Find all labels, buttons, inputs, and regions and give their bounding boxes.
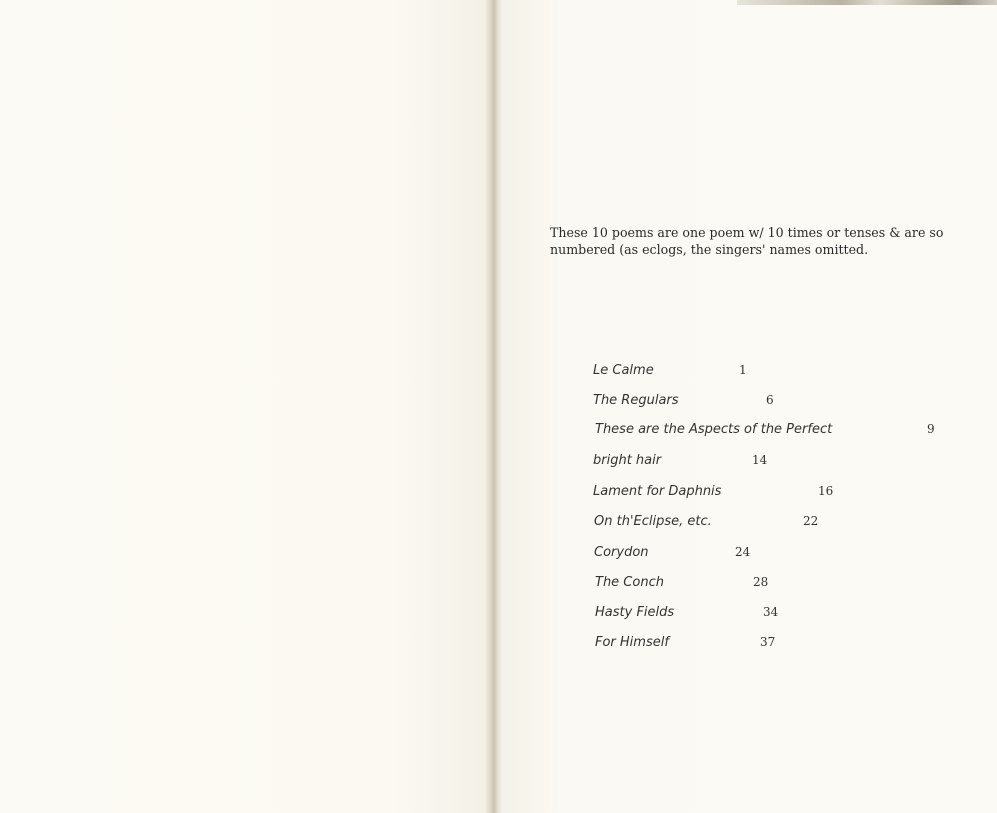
toc-page-on-th-eclipse: 22 xyxy=(803,514,819,528)
right-page xyxy=(502,0,997,813)
toc-title-lament-for-daphnis: Lament for Daphnis xyxy=(593,484,722,499)
toc-page-le-calme: 1 xyxy=(739,363,747,377)
toc-page-the-conch: 28 xyxy=(753,575,769,589)
toc-page-corydon: 24 xyxy=(735,545,751,559)
toc-title-the-conch: The Conch xyxy=(595,575,664,590)
toc-page-the-regulars: 6 xyxy=(766,393,774,407)
toc-page-hasty-fields: 34 xyxy=(763,605,779,619)
toc-page-for-himself: 37 xyxy=(760,635,776,649)
toc-title-on-th-eclipse: On th'Eclipse, etc. xyxy=(594,514,712,529)
toc-title-hasty-fields: Hasty Fields xyxy=(595,605,675,620)
toc-title-for-himself: For Himself xyxy=(595,635,669,650)
toc-title-corydon: Corydon xyxy=(594,545,649,560)
toc-page-aspects-of-the-perfect: 9 xyxy=(927,422,935,436)
intro-note: These 10 poems are one poem w/ 10 times or tenses & are so numbered (as eclogs, the singers' names omitted. xyxy=(550,225,944,257)
left-page-blank xyxy=(0,0,488,813)
toc-page-bright-hair: 14 xyxy=(752,453,768,467)
toc-title-the-regulars: The Regulars xyxy=(593,393,679,408)
toc-page-lament-for-daphnis: 16 xyxy=(818,484,834,498)
toc-title-le-calme: Le Calme xyxy=(593,363,654,378)
toc-title-aspects-of-the-perfect: These are the Aspects of the Perfect xyxy=(595,422,833,437)
page-edge-strip xyxy=(737,0,997,5)
toc-title-bright-hair: bright hair xyxy=(593,453,662,468)
book-gutter xyxy=(486,0,502,813)
